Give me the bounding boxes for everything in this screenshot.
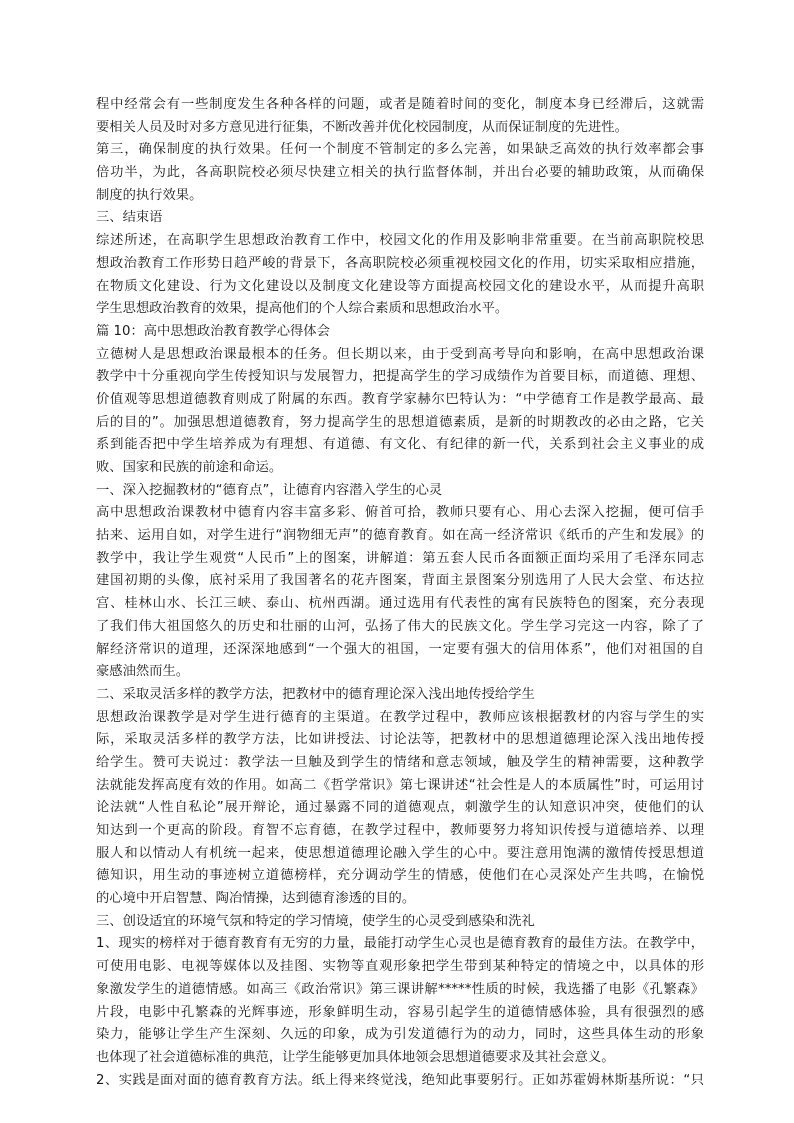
text-line: 系到能否把中学生培养成为有理想、有道德、有文化、有纪律的新一代，关系到社会主义事业的成 — [96, 437, 704, 453]
text-line: 宫、桂林山水、长江三峡、泰山、杭州西湖。通过选用有代表性的寓有民族特色的图案，充分表现 — [96, 596, 704, 612]
text-line: 的心境中开启智慧、陶冶情操，达到德育渗透的目的。 — [96, 891, 416, 907]
text-line: 想政治教育工作形势日趋严峻的背景下，各高职院校必须重视校园文化的作用，切实采取相应措施， — [96, 255, 704, 271]
text-line: 败、国家和民族的前途和命运。 — [96, 460, 283, 475]
text-line: 在物质文化建设、行为文化建设以及制度文化建设等方面提高校园文化的建设水平，从而提升高职 — [96, 278, 704, 294]
text-line: 论法就“人性自私论”展开辩论，通过暴露不同的道德观点，刺激学生的认知意识冲突，使他们的认 — [96, 800, 704, 816]
text-line: 学生思想政治教育的效果，提高他们的个人综合素质和思想政治水平。 — [96, 301, 509, 317]
text-line: 一、深入挖掘教材的“德育点”，让德育内容潜入学生的心灵 — [96, 482, 443, 498]
text-line: 拈来、运用自如，对学生进行“润物细无声”的德育教育。如在高一经济常识《纸币的产生和发展》的 — [96, 528, 704, 544]
text-line: 染力，能够让学生产生深刻、久远的印象，成为引发道德行为的动力，同时，这些具体生动的形象 — [96, 1027, 704, 1043]
text-line: 可使用电影、电视等媒体以及挂图、实物等直观形象把学生带到某种特定的情境之中，以具体的形 — [96, 959, 704, 975]
text-line: 三、创设适宜的环境气氛和特定的学习情境，使学生的心灵受到感染和洗礼 — [96, 913, 535, 929]
text-line: 第三，确保制度的执行效果。任何一个制度不管制定的多么完善，如果缺乏高效的执行效率都会事 — [96, 142, 704, 158]
text-line: 思想政治课教学是对学生进行德育的主渠道。在教学过程中，教师应该根据教材的内容与学生的实 — [96, 709, 704, 725]
text-line: 价值观等思想道德教育则成了附属的东西。教育学家赫尔巴特认为：“中学德育工作是教学最高、最 — [96, 391, 704, 407]
text-line: 1、现实的榜样对于德育教育有无穷的力量，最能打动学生心灵也是德育教育的最佳方法。在教学中， — [96, 936, 704, 952]
text-line: 后的目的”。加强思想道德教育，努力提高学生的思想道德素质，是新的时期教改的必由之路，它关 — [96, 414, 704, 430]
text-line: 给学生。赞可夫说过：教学法一旦触及到学生的情绪和意志领域，触及学生的精神需要，这种教学 — [96, 754, 704, 770]
text-line: 象激发学生的道德情感。如高三《政治常识》第三课讲解*****性质的时候，我选播了电影《孔繁森》 — [96, 981, 704, 997]
text-line: 程中经常会有一些制度发生各种各样的问题，或者是随着时间的变化，制度本身已经滞后，这就需 — [96, 97, 704, 112]
text-line: 倍功半，为此，各高职院校必须尽快建立相关的执行监督体制，并出台必要的辅助政策，从而确保 — [96, 165, 704, 181]
text-line: 豪感油然而生。 — [96, 664, 190, 680]
text-line: 综述所述，在高职学生思想政治教育工作中，校园文化的作用及影响非常重要。在当前高职院校思 — [96, 233, 704, 249]
text-line: 教学中，我让学生观赏“人民币”上的图案，讲解道：第五套人民币各面额正面均采用了毛泽东同志 — [96, 550, 704, 566]
text-line: 服人和以情动人有机统一起来，使思想道德理论融入学生的心中。要注意用饱满的激情传授思想道 — [96, 845, 704, 861]
document-page — [96, 94, 704, 1092]
text-line: 也体现了社会道德标准的典范，让学生能够更加具体地领会思想道德要求及其社会意义。 — [96, 1049, 615, 1065]
text-line: 了我们伟大祖国悠久的历史和壮丽的山河，弘扬了伟大的民族文化。学生学习完这一内容，除了了 — [96, 618, 704, 634]
text-line: 知达到一个更高的阶段。育智不忘育德，在教学过程中，教师要努力将知识传授与道德培养、以理 — [96, 823, 704, 838]
text-line: 要相关人员及时对多方意见进行征集，不断改善并优化校园制度，从而保证制度的先进性。 — [96, 119, 628, 135]
text-line: 篇 10：高中思想政治教育教学心得体会 — [96, 323, 330, 339]
text-line: 2、实践是面对面的德育教育方法。纸上得来终觉浅，绝知此事要躬行。正如苏霍姆林斯基所说：“只 — [96, 1072, 704, 1088]
text-line: 片段，电影中孔繁森的光辉事迹，形象鲜明生动，容易引起学生的道德情感体验，具有很强烈的感 — [96, 1004, 704, 1020]
text-line: 际，采取灵活多样的教学方法，比如讲授法、讨论法等，把教材中的思想道德理论深入浅出地传授 — [96, 732, 704, 748]
text-line: 高中思想政治课教材中德育内容丰富多彩、俯首可拾，教师只要有心、用心去深入挖掘，便可信手 — [96, 505, 704, 521]
text-line: 二、采取灵活多样的教学方法，把教材中的德育理论深入浅出地传授给学生 — [96, 686, 535, 702]
text-line: 立德树人是思想政治课最根本的任务。但长期以来，由于受到高考导向和影响，在高中思想政治课 — [96, 346, 704, 362]
text-line: 教学中十分重视向学生传授知识与发展智力，把提高学生的学习成绩作为首要目标，而道德、理想、 — [96, 369, 704, 385]
text-line: 法就能发挥高度有效的作用。如高二《哲学常识》第七课讲述“社会性是人的本质属性”时，可运用讨 — [96, 777, 704, 793]
text-line: 德知识，用生动的事迹树立道德榜样，充分调动学生的情感，使他们在心灵深处产生共鸣，在愉悦 — [96, 868, 704, 884]
text-line: 三、结束语 — [96, 210, 163, 226]
text-line: 解经济常识的道理，还深深地感到“一个强大的祖国，一定要有强大的信用体系”，他们对祖国的自 — [96, 641, 704, 657]
text-line: 制度的执行效果。 — [96, 187, 203, 203]
text-line: 建国初期的头像，底衬采用了我国著名的花卉图案，背面主景图案分别选用了人民大会堂、布达拉 — [96, 573, 704, 589]
